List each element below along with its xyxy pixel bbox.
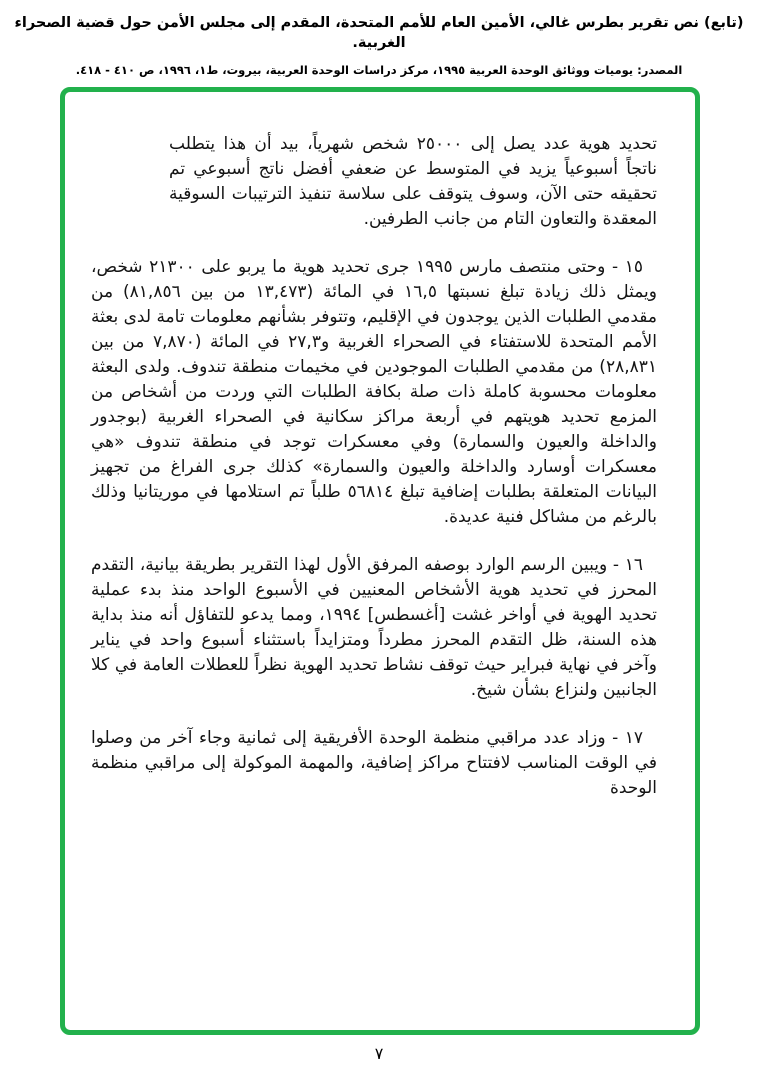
paragraph-15: ١٥ - وحتى منتصف مارس ١٩٩٥ جرى تحديد هوية ما يربو على ٢١٣٠٠ شخص، ويمثل ذلك زيادة تبلغ نسبتها ١٦,٥ في المائة (١٣,٤٧٣ من بين ٨١,٨٥٦) من مقدمي الطلبات الذين يوجدون في الإقليم، وتتوفر بشأنهم معلومات تامة لدى بعثة الأمم المتحدة للاستفتاء في الصحراء الغربية و٢٧,٣ في المائة (٧,٨٧٠ من بين ٢٨,٨٣١) من مقدمي الطلبات الموجودين في مخيمات منطقة تندوف. ولدى البعثة معلومات محسوبة كاملة ذات صلة بكافة الطلبات التي وردت من أشخاص من المزمع تحديد هويتهم في أربعة مراكز سكانية في الصحراء الغربية (بوجدور والداخلة والعيون والسمارة) وفي معسكرات توجد في منطقة تندوف «هي معسكرات أوسارد والداخلة والعيون والسمارة» كذلك جرى الفراغ من تجهيز البيانات المتعلقة بطلبات إضافية تبلغ ٥٦٨١٤ طلباً تم استلامها في موريتانيا وذلك بالرغم من مشاكل فنية عديدة. [91, 257, 658, 527]
paragraph-17: ١٧ - وزاد عدد مراقبي منظمة الوحدة الأفريقية إلى ثمانية وجاء آخر من وصلوا في الوقت المناسب لافتتاح مراكز إضافية، والمهمة الموكولة إلى مراقبي منظمة الوحدة [91, 728, 657, 798]
paragraph-16: ١٦ - ويبين الرسم الوارد بوصفه المرفق الأول لهذا التقرير بطريقة بيانية، التقدم المحرز في تحديد هوية الأشخاص المعنيين في الأسبوع الواحد منذ بدء عملية تحديد الهوية في أواخر غشت [أغسطس] ١٩٩٤، ومما يدعو للتفاؤل أنه منذ بداية هذه السنة، ظل التقدم المحرز مطرداً ومتزايداً باستثناء أسبوع واحد في يناير وآخر في نهاية فبراير حيث توقف نشاط تحديد الهوية نظراً للعطلات العامة في كلا الجانبين ولنزاع بشأن شيخ. [91, 555, 657, 700]
paragraph-continuation: تحديد هوية عدد يصل إلى ٢٥٠٠٠ شخص شهرياً، بيد أن هذا يتطلب ناتجاً أسبوعياً يزيد في المتوسط عن ضعفي أفضل ناتج أسبوعي تم تحقيقه حتى الآن، وسوف يتوقف على سلاسة تنفيذ الترتيبات السوقية المعقدة والتعاون التام من جانب الطرفين. [169, 134, 658, 229]
document-header [0, 0, 758, 77]
document-title: (تابع) نص تقرير بطرس غالي، الأمين العام للأمم المتحدة، المقدم إلى مجلس الأمن حول قضية الصحراء الغربية. [14, 15, 744, 52]
page-number: ٧ [374, 1044, 384, 1063]
content-frame [60, 87, 700, 1035]
source-citation: المصدر: يوميات ووثائق الوحدة العربية ١٩٩٥، مركز دراسات الوحدة العربية، بيروت، ط١، ١٩٩٦، ص ٤١٠ - ٤١٨. [75, 62, 683, 77]
